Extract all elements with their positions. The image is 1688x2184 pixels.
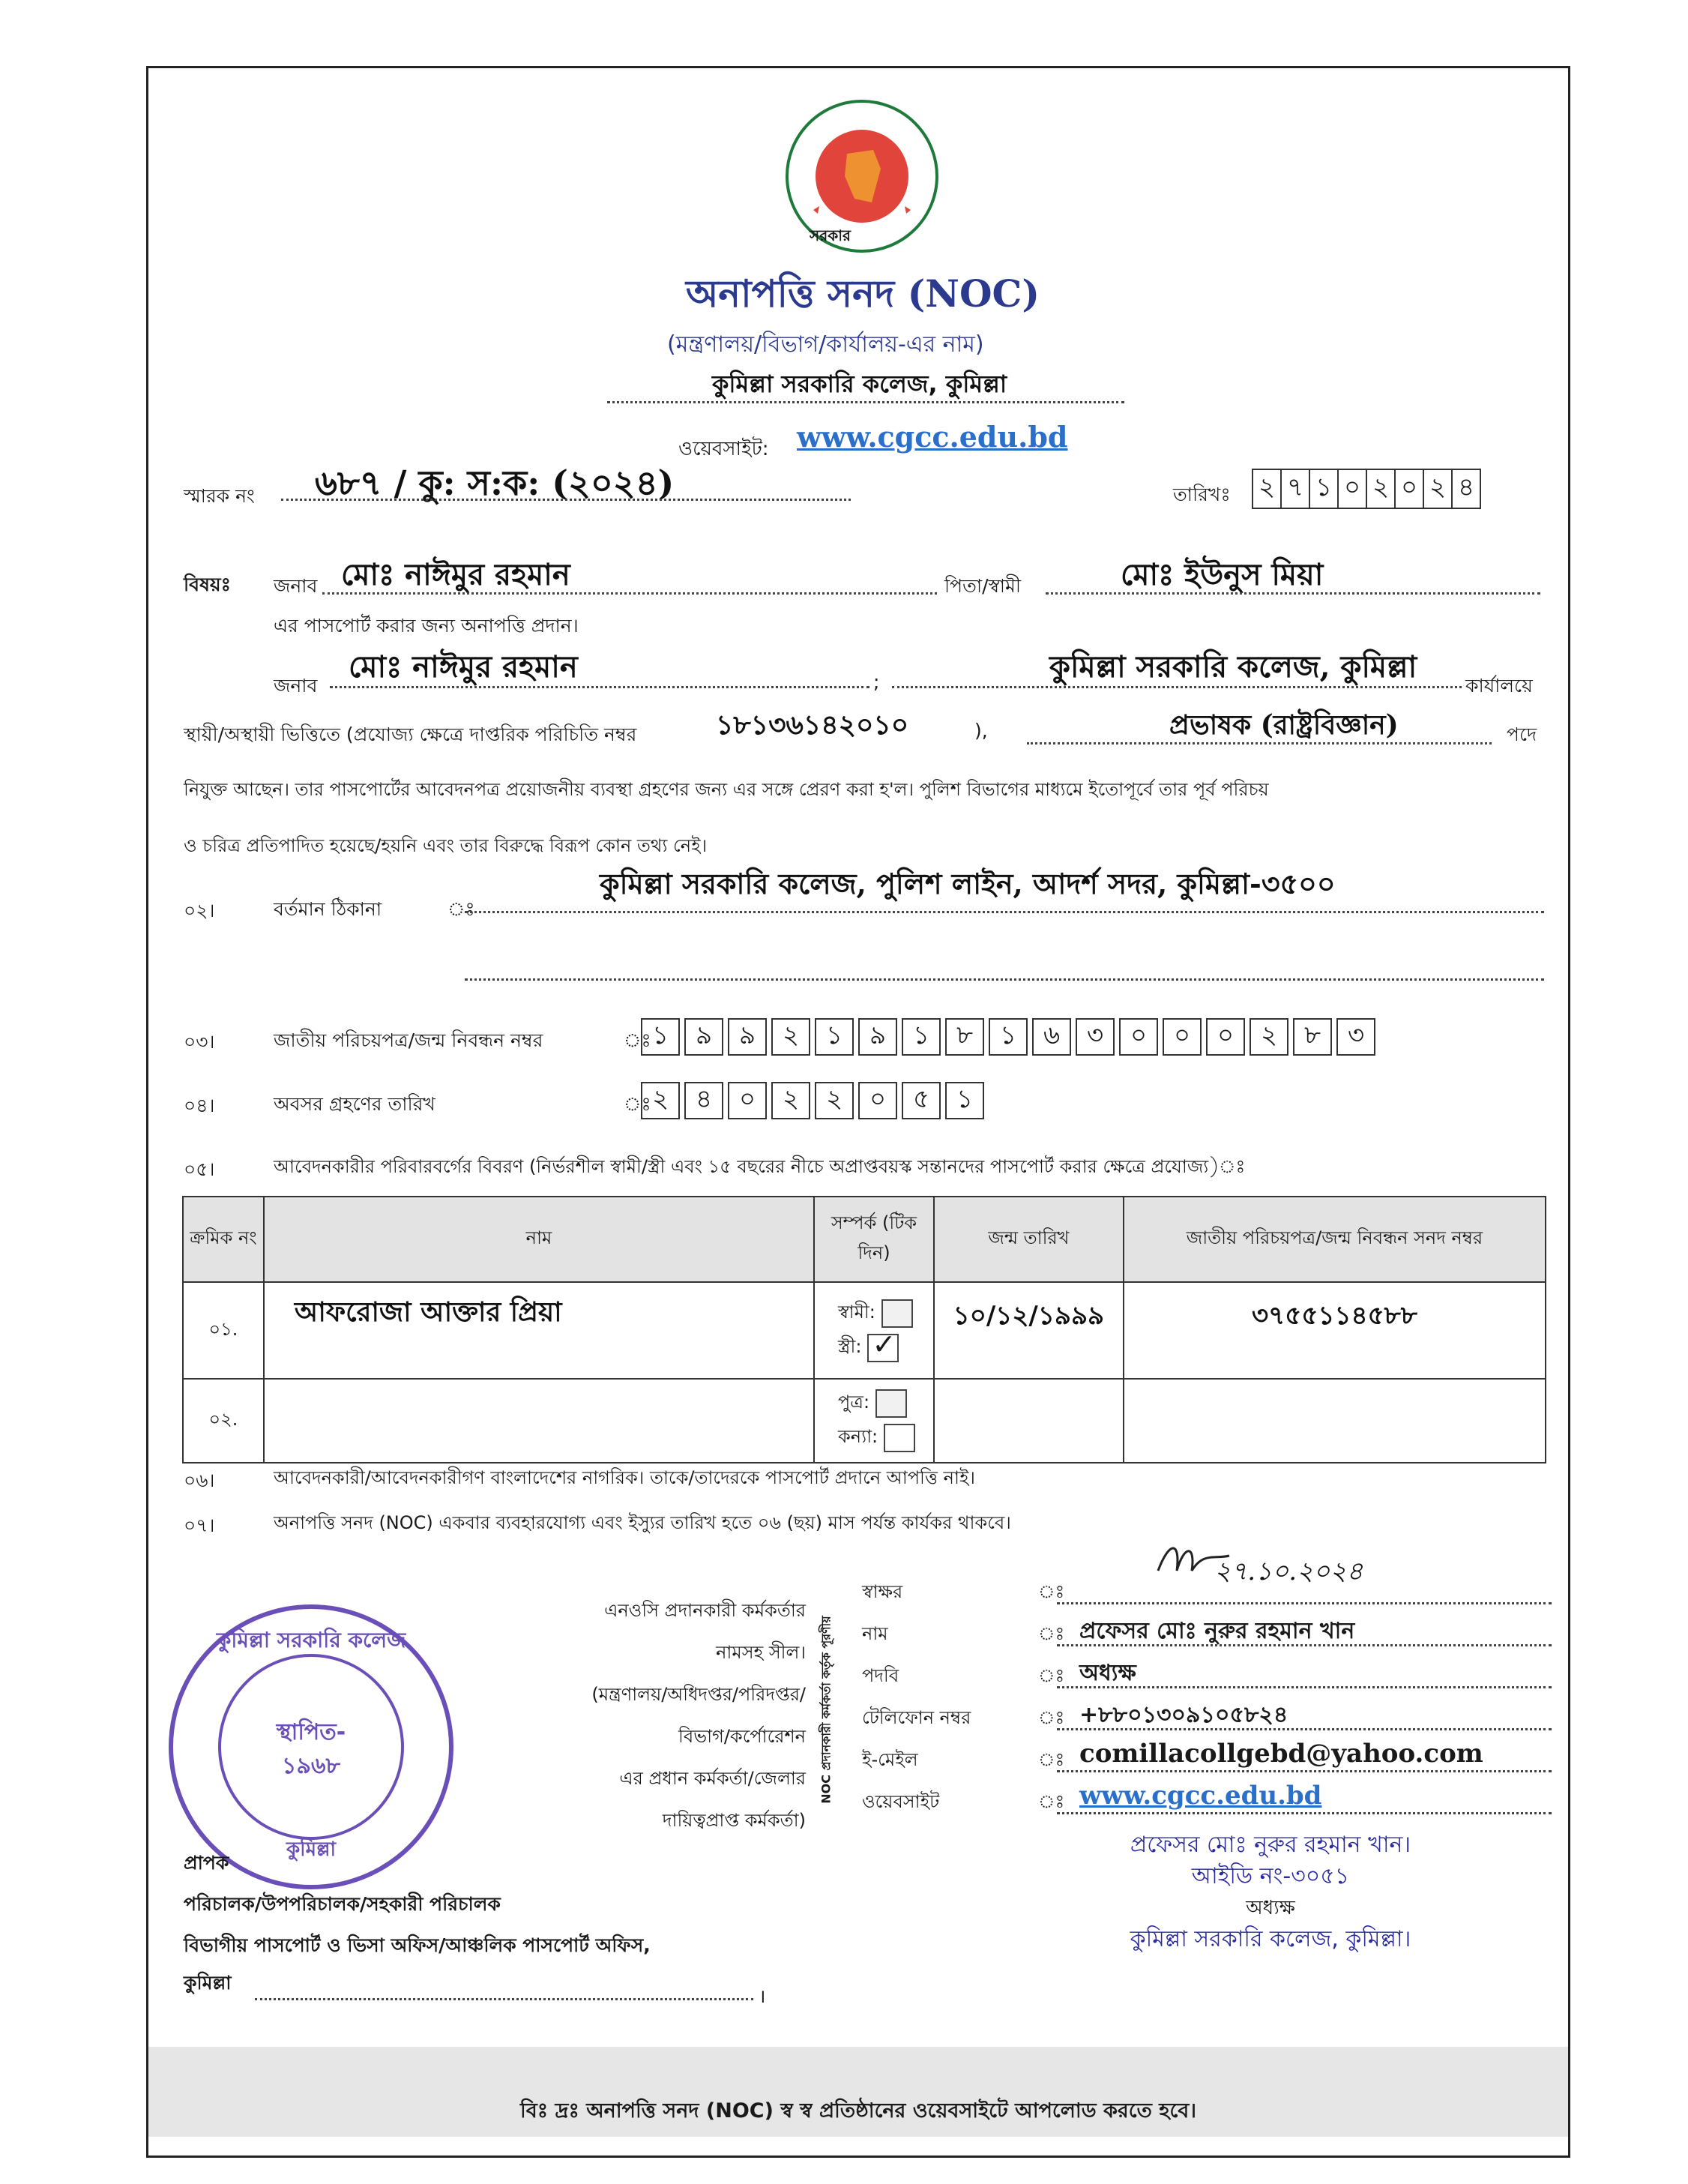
office-name: কুমিল্লা সরকারি কলেজ, কুমিল্লা — [1049, 649, 1417, 685]
emblem-bottom-text: সরকার — [810, 226, 851, 244]
nid-digit-box: ৯ — [684, 1018, 723, 1056]
seal-year: ১৯৬৮ — [282, 1753, 340, 1779]
family-table-header-row — [183, 1197, 1546, 1282]
official-id-close: ), — [974, 720, 988, 741]
retirement-date-boxes — [641, 1082, 989, 1119]
header-nid: জাতীয় পরিচয়পত্র/জন্ম নিবন্ধন সনদ নম্বর — [1124, 1197, 1546, 1282]
issuer-field-colon: ঃ — [1038, 1581, 1065, 1602]
date-digit-box: ২ — [1366, 469, 1396, 509]
item-04-label: অবসর গ্রহণের তারিখ — [274, 1093, 435, 1115]
item-03-number: ০৩। — [184, 1031, 215, 1053]
item-02-number: ০২। — [184, 900, 215, 921]
nid-digit-box: ৬ — [1032, 1018, 1071, 1056]
retirement-digit-box: ২ — [771, 1082, 810, 1119]
father-name: মোঃ ইউনুস মিয়া — [1121, 557, 1324, 592]
address-underline-2 — [465, 978, 1544, 981]
item-07-text: অনাপত্তি সনদ (NOC) একবার ব্যবহারযোগ্য এবং ইস্যুর তারিখ হতে ০৬ (ছয়) মাস পর্যন্ত কার্যকর থাকবে। — [274, 1512, 1011, 1533]
website-label: ওয়েবসাইট: — [678, 438, 769, 460]
nid-digit-box: ৯ — [728, 1018, 767, 1056]
footer-note: বিঃ দ্রঃ অনাপত্তি সনদ (NOC) স্ব স্ব প্রতিষ্ঠানের ওয়েবসাইটে আপলোড করতে হবে। — [520, 2099, 1196, 2123]
issuer-field-colon: ঃ — [1038, 1749, 1065, 1770]
checkmark-icon: ✓ — [872, 1327, 896, 1361]
item-04-colon: ঃ — [624, 1093, 651, 1115]
document-title: অনাপত্তি সনদ (NOC) — [686, 271, 1040, 316]
nid-digit-box: ৮ — [1293, 1018, 1332, 1056]
header-serial: ক্রমিক নং — [183, 1197, 264, 1282]
issuer-field-row — [862, 1697, 1559, 1739]
body-janab-label: জনাব — [274, 675, 318, 697]
table-row — [183, 1379, 1546, 1463]
table-row — [183, 1282, 1546, 1379]
nid-digit-box: ০ — [1119, 1018, 1158, 1056]
issuer-fields — [862, 1571, 1559, 1823]
nid-digit-box: ১ — [902, 1018, 941, 1056]
issuer-field-label: ই-মেইল — [862, 1749, 918, 1770]
issuer-field-label: স্বাক্ষর — [862, 1581, 903, 1602]
subject-applicant-name: মোঃ নাঈমুর রহমান — [341, 557, 570, 592]
header-dob: জন্ম তারিখ — [934, 1197, 1124, 1282]
stamp-line: প্রফেসর মোঃ নুরুর রহমান খান। — [1130, 1832, 1411, 1858]
date-boxes — [1252, 469, 1480, 509]
memo-underline — [281, 499, 851, 501]
issuer-description — [558, 1589, 806, 1841]
issuer-field-label: পদবি — [862, 1665, 899, 1686]
office-underline — [892, 686, 1462, 688]
issuer-field-value[interactable]: www.cgcc.edu.bd — [1079, 1781, 1322, 1811]
father-label: পিতা/স্বামী — [944, 575, 1022, 597]
nid-digit-box: ১ — [641, 1018, 680, 1056]
date-digit-box: ০ — [1337, 469, 1367, 509]
office-suffix: কার্যালয়ে — [1465, 675, 1533, 697]
daughter-checkbox[interactable] — [884, 1424, 915, 1452]
father-name-underline — [1046, 592, 1540, 595]
item-03-label: জাতীয় পরিচয়পত্র/জন্ম নিবন্ধন নম্বর — [274, 1029, 543, 1051]
designation: প্রভাষক (রাষ্ট্রবিজ্ঞান) — [1169, 709, 1399, 741]
address-underline-1 — [465, 911, 1544, 913]
nid-digit-box: ১ — [815, 1018, 854, 1056]
issuer-field-label: নাম — [862, 1623, 888, 1644]
body-name-underline — [330, 686, 869, 688]
member-dob-empty — [934, 1379, 1124, 1463]
issuer-field-colon: ঃ — [1038, 1665, 1065, 1686]
family-table — [182, 1196, 1546, 1463]
date-label: তারিখঃ — [1173, 484, 1231, 505]
item-05-label: আবেদনকারীর পরিবারবর্গের বিবরণ (নির্ভরশীল স্বামী/স্ত্রী এবং ১৫ বছরের নীচে অপ্রাপ্তবয়স্ক সন্তানদের পাসপোর্ট করার ক্ষেত্রে প্রযোজ্য)ঃ — [274, 1156, 1246, 1177]
recipient-label: প্রাপক — [184, 1852, 229, 1874]
retirement-digit-box: ২ — [815, 1082, 854, 1119]
seal-established: স্থাপিত- — [276, 1719, 346, 1745]
son-checkbox[interactable] — [875, 1389, 907, 1418]
issuer-line: এনওসি প্রদানকারী কর্মকর্তার — [604, 1600, 806, 1621]
memo-label: স্মারক নং — [184, 485, 255, 507]
body-paragraph-line1: নিযুক্ত আছেন। তার পাসপোর্টের আবেদনপত্র প্রয়োজনীয় ব্যবস্থা গ্রহণের জন্য এর সঙ্গে প্রেরণ করা হ'ল। পুলিশ বিভাগের মাধ্যমে ইতোপূর্বে তার পূর্ব পরিচয় — [184, 779, 1269, 800]
signature-date: ২৭.১০.২০২৪ — [1214, 1556, 1363, 1586]
issuer-line: (মন্ত্রণালয়/অধিদপ্তর/পরিদপ্তর/ — [591, 1684, 806, 1705]
issuer-field-colon: ঃ — [1038, 1623, 1065, 1644]
official-id-number: ১৮১৩৬১৪২০১০ — [716, 709, 909, 741]
item-02-label: বর্তমান ঠিকানা — [274, 898, 382, 920]
memo-number: ৬৮৭ / কু: স:ক: (২০২৪) — [315, 463, 675, 503]
body-paragraph-line2: ও চরিত্র প্রতিপাদিত হয়েছে/হয়নি এবং তার বিরুদ্ধে বিরূপ কোন তথ্য নেই। — [184, 835, 708, 856]
date-digit-box: ২ — [1423, 469, 1453, 509]
subject-janab-label: জনাব — [274, 575, 318, 597]
member-nid-empty — [1124, 1379, 1546, 1463]
nid-digit-box: ৩ — [1336, 1018, 1375, 1056]
item-07-number: ০৭। — [184, 1514, 215, 1536]
issuer-field-row — [862, 1655, 1559, 1697]
member-name: আফরোজা আক্তার প্রিয়া — [294, 1296, 562, 1328]
issuer-line: এর প্রধান কর্মকর্তা/জেলার — [619, 1768, 806, 1789]
item-05-number: ০৫। — [184, 1158, 215, 1180]
relation-wife-label: স্ত্রী: — [838, 1335, 862, 1357]
vertical-fill-note: NOC প্রদানকারী কর্মকর্তা কর্তৃক পূরণীয় — [819, 1615, 834, 1804]
recipient-line1: পরিচালক/উপপরিচালক/সহকারী পরিচালক — [184, 1893, 501, 1915]
seal-bottom-text: কুমিল্লা — [286, 1838, 337, 1861]
basis-text: স্থায়ী/অস্থায়ী ভিত্তিতে (প্রযোজ্য ক্ষেত্রে দাপ্তরিক পরিচিতি নম্বর — [184, 724, 637, 745]
government-emblem — [783, 97, 941, 255]
nid-digit-box: ১ — [989, 1018, 1028, 1056]
institution-name: কুমিল্লা সরকারি কলেজ, কুমিল্লা — [712, 370, 1007, 398]
subject-name-underline — [322, 592, 937, 595]
item-02-colon: ঃ — [447, 898, 475, 920]
issuer-field-label: টেলিফোন নম্বর — [862, 1707, 971, 1728]
recipient-line3: কুমিল্লা — [184, 1972, 232, 1994]
issuer-field-value: comillacollgebd@yahoo.com — [1079, 1739, 1483, 1769]
issuer-field-underline — [1057, 1812, 1552, 1814]
retirement-digit-box: ৪ — [684, 1082, 723, 1119]
header-relation: সম্পর্ক (টিক দিন) — [814, 1197, 934, 1282]
item-06-number: ০৬। — [184, 1469, 215, 1491]
item-04-number: ০৪। — [184, 1095, 215, 1116]
body-semicolon: ; — [873, 671, 880, 693]
retirement-digit-box: ০ — [728, 1082, 767, 1119]
retirement-digit-box: ১ — [945, 1082, 984, 1119]
designation-underline — [1027, 742, 1492, 744]
nid-digit-box: ০ — [1163, 1018, 1202, 1056]
date-digit-box: ০ — [1394, 469, 1424, 509]
issuer-field-row — [862, 1781, 1559, 1823]
issuer-field-value: প্রফেসর মোঃ নুরুর রহমান খান — [1079, 1618, 1355, 1644]
issuer-field-row — [862, 1739, 1559, 1781]
date-digit-box: ৭ — [1280, 469, 1310, 509]
nid-digit-box: ২ — [1250, 1018, 1288, 1056]
nid-digit-box: ৮ — [945, 1018, 984, 1056]
recipient-end: । — [759, 1985, 766, 2007]
recipient-underline — [255, 1998, 753, 2000]
issuer-field-value: অধ্যক্ষ — [1079, 1660, 1136, 1686]
present-address: কুমিল্লা সরকারি কলেজ, পুলিশ লাইন, আদর্শ সদর, কুমিল্লা-৩৫০০ — [600, 867, 1336, 900]
principal-stamp — [1076, 1829, 1465, 1955]
stamp-line: আইডি নং-৩০৫১ — [1191, 1863, 1350, 1889]
stamp-line: কুমিল্লা সরকারি কলেজ, কুমিল্লা। — [1130, 1926, 1411, 1952]
issuer-field-colon: ঃ — [1038, 1791, 1065, 1812]
retirement-digit-box: ০ — [858, 1082, 897, 1119]
issuer-field-underline — [1057, 1770, 1552, 1772]
member-dob: ১০/১২/১৯৯৯ — [953, 1301, 1105, 1331]
ministry-subtitle: (মন্ত্রণালয়/বিভাগ/কার্যালয়-এর নাম) — [667, 331, 984, 358]
date-digit-box: ১ — [1309, 469, 1339, 509]
subject-label: বিষয়ঃ — [184, 574, 231, 595]
relation-husband-label: স্বামী: — [838, 1301, 875, 1323]
nid-digit-boxes — [641, 1018, 1380, 1056]
row-serial: ০১. — [183, 1282, 264, 1379]
header-name: নাম — [264, 1197, 814, 1282]
issuer-field-underline — [1057, 1602, 1552, 1604]
issuer-field-row — [862, 1613, 1559, 1655]
item-06-text: আবেদনকারী/আবেদনকারীগণ বাংলাদেশের নাগরিক। তাকে/তাদেরকে পাসপোর্ট প্রদানে আপত্তি নাই। — [274, 1467, 976, 1488]
body-applicant-name: মোঃ নাঈমুর রহমান — [349, 649, 578, 685]
college-seal — [169, 1604, 453, 1889]
date-digit-box: ২ — [1252, 469, 1282, 509]
signature-scribble — [1154, 1537, 1237, 1582]
member-name-empty — [264, 1379, 814, 1463]
retirement-digit-box: ৫ — [902, 1082, 941, 1119]
relation-daughter-label: কন্যা: — [838, 1426, 878, 1447]
institution-underline — [607, 401, 1124, 403]
issuer-line: বিভাগ/কর্পোরেশন — [678, 1726, 806, 1747]
seal-ring-text: কুমিল্লা সরকারি কলেজ — [216, 1628, 406, 1652]
issuer-line: দায়িত্বপ্রাপ্ত কর্মকর্তা) — [662, 1810, 806, 1831]
issuer-line: নামসহ সীল। — [716, 1642, 806, 1663]
stamp-line: অধ্যক্ষ — [1246, 1897, 1295, 1919]
member-nid: ৩৭৫৫১১৪৫৮৮ — [1252, 1301, 1417, 1331]
relation-son-label: পুত্র: — [838, 1392, 870, 1413]
subject-line2: এর পাসপোর্ট করার জন্য অনাপত্তি প্রদান। — [274, 615, 579, 637]
nid-digit-box: ২ — [771, 1018, 810, 1056]
issuer-field-label: ওয়েবসাইট — [862, 1791, 940, 1812]
issuer-field-colon: ঃ — [1038, 1707, 1065, 1728]
nid-digit-box: ৯ — [858, 1018, 897, 1056]
website-link[interactable]: www.cgcc.edu.bd — [797, 420, 1068, 454]
husband-checkbox[interactable] — [881, 1299, 913, 1328]
nid-digit-box: ৩ — [1076, 1018, 1115, 1056]
post-suffix: পদে — [1507, 724, 1537, 745]
recipient-line2: বিভাগীয় পাসপোর্ট ও ভিসা অফিস/আঞ্চলিক পাসপোর্ট অফিস, — [184, 1934, 651, 1956]
row-serial: ০২. — [183, 1379, 264, 1463]
nid-digit-box: ০ — [1206, 1018, 1245, 1056]
footer-band — [148, 2047, 1568, 2137]
item-03-colon: ঃ — [624, 1029, 651, 1051]
retirement-digit-box: ২ — [641, 1082, 680, 1119]
date-digit-box: ৪ — [1451, 469, 1481, 509]
issuer-field-value: +৮৮০১৩০৯১০৫৮২৪ — [1079, 1702, 1288, 1728]
wife-checkbox[interactable] — [867, 1327, 899, 1362]
